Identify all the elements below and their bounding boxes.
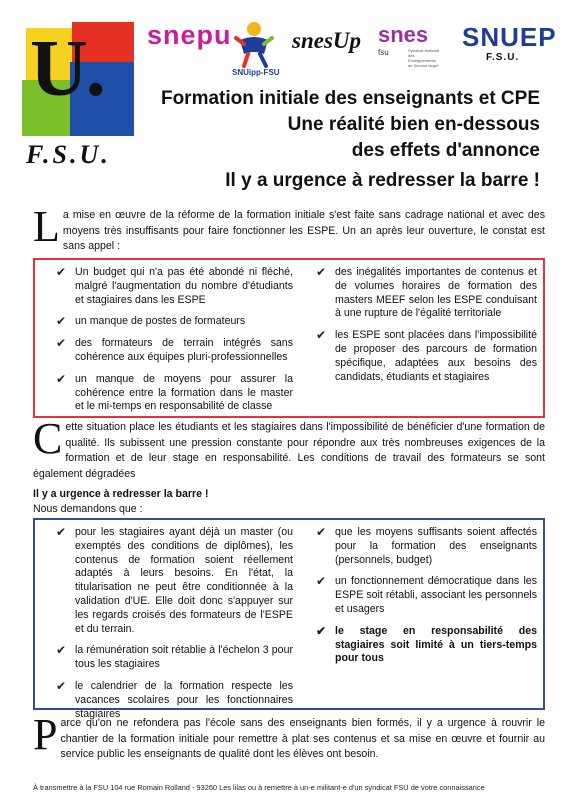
checkmark-icon: ✔	[316, 574, 327, 589]
checkmark-icon: ✔	[56, 336, 67, 351]
demandons-line: Nous demandons que :	[33, 503, 143, 515]
list-item: ✔ les ESPE sont placées dans l'impossibilité de proposer des parcours de formation spécifique, adaptées aux besoins des candidats, étudiants et stagiaires	[316, 328, 537, 383]
snes-logo-text: snes	[378, 22, 429, 47]
constat-right-column	[313, 266, 537, 392]
checkmark-icon: ✔	[316, 525, 327, 539]
list-item: ✔ le stage en responsabilité des stagiaires soit limité à un tiers-temps pour tous	[316, 623, 537, 665]
snesup-logo: snesUp	[292, 28, 362, 53]
title-line-3: des effets d'annonce	[351, 140, 540, 161]
list-item: ✔ des inégalités importantes de contenus et de volumes horaires de formation des masters MEEF selon les ESPE conduisant à une rupture de l'égalité territoriale	[316, 265, 537, 320]
checkmark-icon: ✔	[56, 678, 67, 693]
situation-text: ette situation place les étudiants et les stagiaires dans l'impossibilité de bénéficier d'une formation de qualité. Ils subissent une pression constante pour répondre aux très nombreuses exigences de la formation et de leur stage en responsabilité. Les conditions de travail des formateurs se sont également dégradées	[33, 421, 545, 480]
intro-drop-cap: L	[33, 202, 60, 251]
conclusion-text: arce qu'on ne refondera pas l'école sans des enseignants bien formés, il y a urgence à rouvrir le chantier de la formation initiale pour remettre à plat ses contenus et sa mise en œuvre et fournir au service public les enseignants de qualité dont les élèves ont besoin.	[60, 717, 545, 760]
snes-logo-tagline: Syndicat National des Enseignements de Second degré	[408, 48, 440, 68]
snuep-logo	[462, 22, 557, 63]
fsu-logo-name: F.S.U.	[26, 140, 111, 169]
demandes-right-column	[313, 526, 537, 674]
demandes-box	[33, 518, 545, 720]
checkmark-icon: ✔	[56, 371, 67, 386]
list-item: ✔ un manque de moyens pour assurer la cohérence entre la formation dans le master et le mi-temps en responsabilité de classe	[56, 371, 293, 413]
conclusion-drop-cap: P	[33, 710, 58, 759]
urgence-line: Il y a urgence à redresser la barre !	[33, 488, 209, 500]
checkmark-icon: ✔	[316, 328, 327, 343]
list-item: ✔ pour les stagiaires ayant déjà un master (ou exemptés des conditions de diplômes), les contenus de formation soient réellement adaptés à leurs besoins. En l'état, la titularisation ne peut être conditionnée à la validation d'UE. Elle doit donc s'appuyer sur les regards croisés des formateurs de l'ESPE et du terrain.	[56, 525, 293, 635]
list-item: ✔ la rémunération soit rétablie à l'échelon 3 pour tous les stagiaires	[56, 643, 293, 671]
constat-box	[33, 258, 545, 418]
constat-left-column	[53, 266, 293, 422]
list-item: ✔ le calendrier de la formation respecte les vacances scolaires pour les fonctionnaires stagiaires	[56, 678, 293, 720]
snes-logo-sub: fsu	[378, 48, 389, 57]
list-item: ✔ un manque de postes de formateurs	[56, 314, 246, 329]
checkmark-icon: ✔	[56, 525, 67, 539]
fsu-logo-letter: U.	[30, 25, 104, 113]
list-item: ✔ un fonctionnement démocratique dans les ESPE soit rétabli, associant les personnels et usagers	[316, 574, 537, 615]
checkmark-icon: ✔	[56, 265, 67, 279]
title-line-4: Il y a urgence à redresser la barre !	[225, 170, 540, 191]
snuipp-figure-icon	[226, 20, 282, 68]
checkmark-icon: ✔	[56, 643, 67, 658]
title-line-1: Formation initiale des enseignants et CPE	[160, 88, 540, 109]
list-item: ✔ Un budget qui n'a pas été abondé ni fléché, malgré l'augmentation du nombre d'étudiants et stagiaires dans les ESPE	[56, 265, 293, 306]
snes-logo	[378, 22, 440, 68]
checkmark-icon: ✔	[316, 623, 327, 638]
snepu-logo: snepu	[147, 20, 232, 50]
footer-note: À transmettre à la FSU 104 rue Romain Rolland - 93260 Les lilas ou à remettre à un-e militant-e d'un syndicat FSU de votre connaissance	[33, 783, 485, 792]
snuipp-logo	[226, 20, 282, 80]
list-item: ✔ que les moyens suffisants soient affectés pour la formation des enseignants (personnels, budget)	[316, 525, 537, 566]
title-line-2: Une réalité bien en-dessous	[287, 114, 540, 135]
intro-paragraph	[33, 202, 545, 255]
situation-drop-cap: C	[33, 414, 63, 463]
demandes-left-column	[53, 526, 293, 729]
fsu-logo	[22, 22, 140, 182]
checkmark-icon: ✔	[56, 314, 67, 329]
snuipp-logo-label: SNUipp-FSU	[232, 68, 280, 77]
list-item: ✔ des formateurs de terrain intégrés sans cohérence aux équipes pluri-professionnelles	[56, 336, 293, 363]
snuep-logo-text: SNUEP	[462, 22, 557, 52]
intro-text: a mise en œuvre de la réforme de la formation initiale s'est faite sans cadrage national et avec des moyens très insuffisants pour faire fonctionner les ESPE. Un an après leur ouverture, le constat est sans appel :	[62, 209, 545, 252]
checkmark-icon: ✔	[316, 265, 327, 279]
snuep-logo-sub: F.S.U.	[486, 52, 520, 63]
situation-paragraph	[33, 414, 545, 482]
conclusion-paragraph	[33, 710, 545, 763]
